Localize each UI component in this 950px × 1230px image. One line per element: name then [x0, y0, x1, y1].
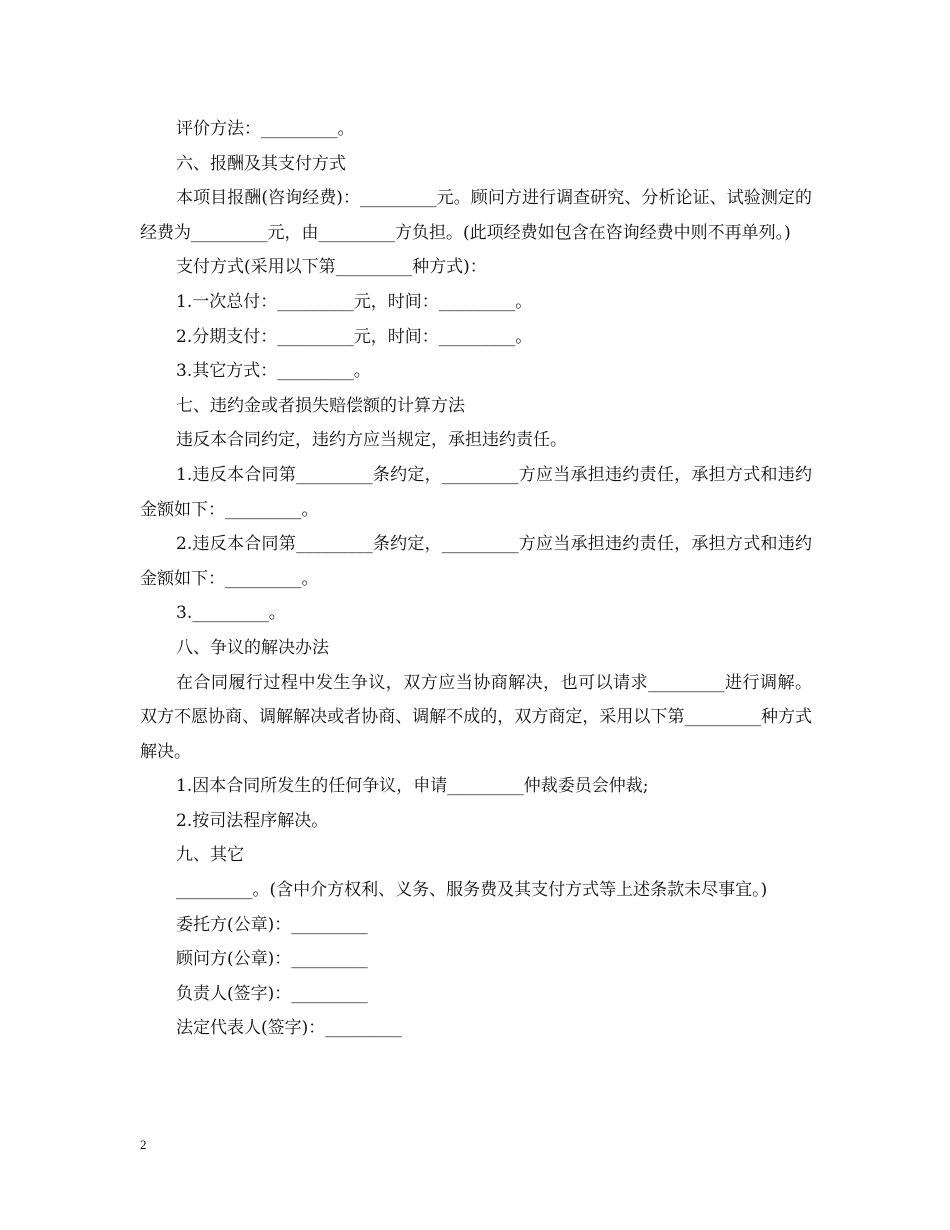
payment-option-3: 3.其它方式：_________。: [176, 361, 371, 382]
remuneration-paragraph: 本项目报酬(咨询经费)：_________元。顾问方进行调查研究、分析论证、试验测定的经费为_________元，由_________方负担。(此项经费如包含在咨询经费中则不再单列。): [140, 188, 812, 243]
document-body: [140, 112, 812, 1046]
section-9-heading: 九、其它: [176, 845, 244, 866]
section-8-heading: 八、争议的解决办法: [176, 637, 329, 658]
breach-clause-2: 2.违反本合同第_________条约定，_________方应当承担违约责任，承担方式和违约金额如下：_________。: [140, 534, 812, 589]
dispute-option-1: 1.因本合同所发生的任何争议，申请_________仲裁委员会仲裁;: [176, 776, 649, 797]
signature-legal-representative: 法定代表人(签字)：_________: [176, 1018, 402, 1039]
dispute-paragraph: 在合同履行过程中发生争议，双方应当协商解决，也可以请求_________进行调解。双方不愿协商、调解解决或者协商、调解不成的，双方商定，采用以下第_________种方式解决。: [140, 672, 812, 762]
dispute-option-2: 2.按司法程序解决。: [176, 810, 329, 831]
signature-responsible-person: 负责人(签字)：_________: [176, 983, 368, 1004]
other-terms-paragraph: _________。(含中介方权利、义务、服务费及其支付方式等上述条款未尽事宜。): [176, 880, 768, 901]
section-6-heading: 六、报酬及其支付方式: [176, 153, 346, 174]
breach-clause-1: 1.违反本合同第_________条约定，_________方应当承担违约责任，承担方式和违约金额如下：_________。: [140, 464, 812, 520]
breach-clause-3: 3._________。: [176, 603, 286, 624]
signature-consultant-seal: 顾问方(公章)：_________: [176, 949, 368, 970]
payment-method-line: 支付方式(采用以下第_________种方式)：: [176, 257, 487, 278]
breach-intro-line: 违反本合同约定，违约方应当规定，承担违约责任。: [176, 430, 567, 451]
signature-client-seal: 委托方(公章)：_________: [176, 914, 368, 935]
section-7-heading: 七、违约金或者损失赔偿额的计算方法: [176, 395, 465, 416]
page-number: 2: [140, 1137, 147, 1152]
evaluation-method-line: 评价方法：_________。: [176, 119, 355, 139]
payment-option-1: 1.一次总付：_________元，时间：_________。: [176, 291, 533, 312]
payment-option-2: 2.分期支付：_________元，时间：_________。: [176, 326, 533, 347]
